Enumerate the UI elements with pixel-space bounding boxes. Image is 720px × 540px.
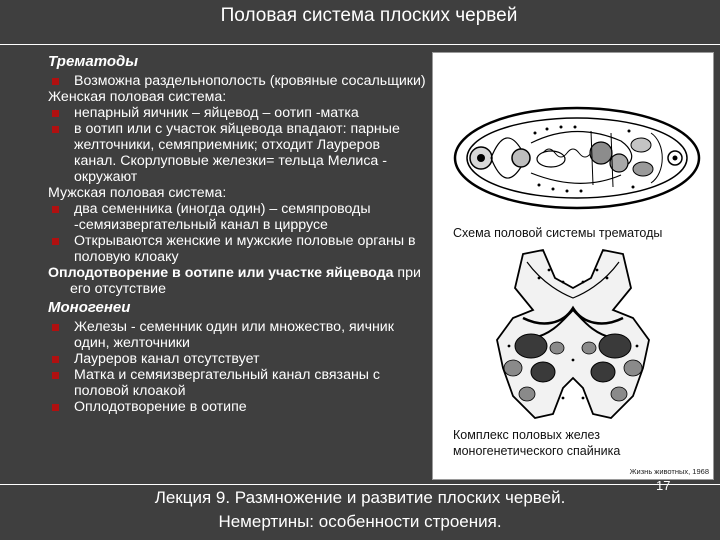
trematode-diagram — [451, 103, 703, 213]
bullet-male-1: два семенника (иногда один) – семяпроводы -семяизвергательный канал в циррусе — [48, 201, 426, 233]
bullet-mono-4: Оплодотворение в оотипе — [48, 399, 426, 415]
bullet-mono-3: Матка и семяизвергательный канал связаны с половой клоакой — [48, 367, 426, 399]
figure-source: Жизнь животных, 1968 — [629, 467, 709, 476]
bullet-female-1: непарный яичник – яйцевод – оотип -матка — [48, 105, 426, 121]
caption-monogenean — [453, 427, 620, 459]
monogeneans-heading: Моногенеи — [48, 299, 131, 316]
slide-title: Половая система плоских червей — [220, 5, 518, 26]
title-divider — [0, 44, 720, 45]
slide-number: 17 — [656, 478, 671, 493]
bullet-mono-2: Лауреров канал отсутствует — [48, 351, 426, 367]
caption-monogenean-line1: Комплекс половых желез — [453, 428, 600, 442]
female-system-heading: Женская половая система: — [48, 89, 227, 105]
bullet-female-2: в оотип или с участок яйцевода впадают: парные желточники, семяприемник; отходит Лауреров канал. Скорлуповые железки= тельца Мелиса - окружают — [48, 121, 426, 185]
bullet-mono-1: Железы - семенник один или множество, яичник один, желточники — [48, 319, 426, 351]
footer-lecture-title — [100, 486, 620, 534]
footer-line-2: Немертины: особенности строения. — [218, 512, 502, 531]
footer-divider — [0, 484, 720, 485]
fertilization-rest-text: при его отсутствие — [70, 265, 421, 297]
monogenean-diagram — [483, 248, 663, 423]
caption-monogenean-line2: моногенетического спайника — [453, 444, 621, 458]
male-system-heading: Мужская половая система: — [48, 185, 227, 201]
caption-trematode: Схема половой системы трематоды — [453, 226, 663, 240]
bullet-male-2: Открываются женские и мужские половые органы в половую клоаку — [48, 233, 426, 265]
text-column — [48, 54, 426, 415]
figure-panel — [432, 52, 714, 480]
fertilization-bold-text: Оплодотворение в оотипе или участке яйцевода — [48, 265, 394, 281]
bullet-separate-sexes: Возможна раздельнополость (кровяные сосальщики) — [48, 73, 426, 89]
footer-line-1: Лекция 9. Размножение и развитие плоских червей. — [154, 488, 566, 507]
fertilization-statement — [48, 265, 426, 297]
trematodes-heading: Трематоды — [48, 53, 139, 70]
